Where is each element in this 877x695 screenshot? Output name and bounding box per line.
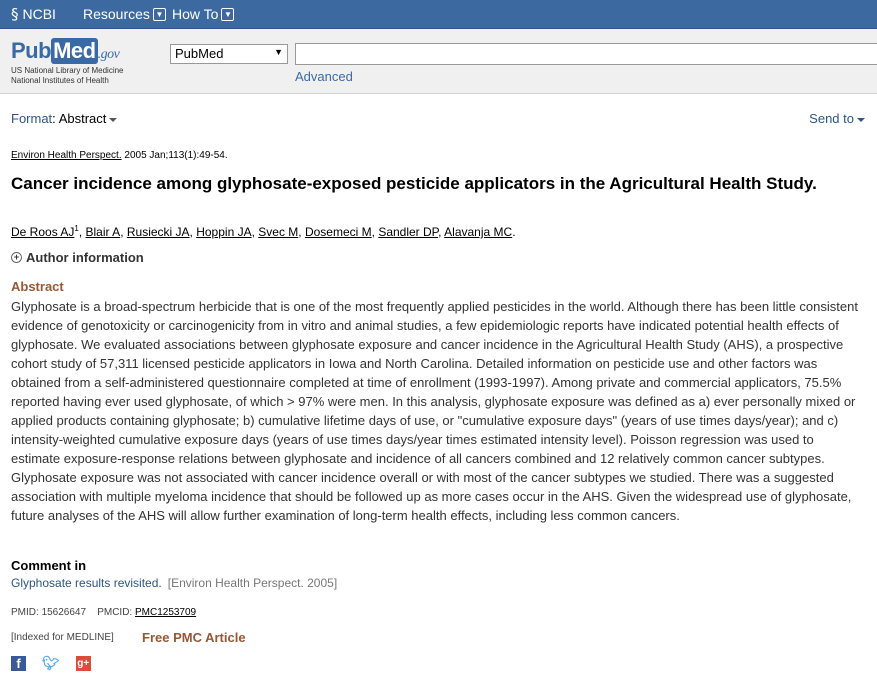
nlm-line1: US National Library of Medicine	[11, 66, 124, 75]
comment-link[interactable]: Glyphosate results revisited.	[11, 576, 162, 590]
pmid-label: PMID:	[11, 607, 42, 618]
send-to-label: Send to	[809, 111, 854, 126]
expand-plus-icon: +	[11, 252, 22, 263]
twitter-icon[interactable]: 🐦︎	[42, 655, 60, 671]
database-select-value: PubMed	[175, 46, 224, 61]
facebook-icon[interactable]: f	[11, 656, 26, 671]
logo-pub: Pub	[11, 38, 52, 63]
author-link[interactable]: Dosemeci M	[304, 225, 372, 239]
caret-down-icon	[109, 118, 117, 122]
author-affiliation-sup[interactable]: 1	[74, 224, 79, 233]
citation	[11, 150, 228, 161]
comment-entry	[11, 576, 337, 590]
author-information-label: Author information	[26, 250, 144, 265]
logo-gov: .gov	[97, 47, 120, 62]
author-information-toggle[interactable]	[11, 250, 144, 265]
database-select[interactable]	[170, 44, 288, 64]
social-share	[11, 655, 107, 672]
author-link[interactable]: Svec M	[258, 225, 299, 239]
format-label: Format	[11, 111, 53, 126]
citation-details: 2005 Jan;113(1):49-54.	[121, 150, 228, 161]
resources-menu[interactable]	[83, 6, 166, 22]
googleplus-icon[interactable]: g+	[77, 658, 90, 669]
abstract-text: Glyphosate is a broad-spectrum herbicide that is one of the most frequently applied pesticides in the world. Although there has been little consistent evidence of genotoxicity or carcinogenicity from in vitro and animal studies, a few epidemiologic reports have indicated potential health effects of glyphosate. We evaluated associations between glyphosate exposure and cancer incidence in the Agricultural Health Study (AHS), a prospective cohort study of 57,311 licensed pesticide applicators in Iowa and North Carolina. Detailed information on pesticide use and other factors was obtained from a self-administered questionnaire completed at time of enrollment (1993-1997). Among private and commercial applicators, 75.5% reported having ever used glyphosate, of which > 97% were men. In this analysis, glyphosate exposure was defined as a) ever personally mixed or applied products containing glyphosate; b) cumulative lifetime days of use, or "cumulative exposure days" (years of use times days/year); and c) intensity-weighted cumulative exposure days (years of use times days/year times estimated intensity level). Poisson regression was used to estimate exposure-response relations between glyphosate and incidence of all cancers combined and 12 relatively common cancer subtypes. Glyphosate exposure was not associated with cancer incidence overall or with most of the cancer subtypes we studied. There was a suggested association with multiple myeloma incidence that should be followed up as more cases occur in the AHS. Given the widespread use of glyphosate, future analyses of the AHS will allow further examination of long-term health effects, including less common cancers.	[11, 299, 858, 523]
pmid-value: 15626647	[41, 607, 87, 618]
comment-in-heading: Comment in	[11, 558, 87, 573]
pmcid-link[interactable]: PMC1253709	[134, 607, 197, 618]
nlm-line2: National Institutes of Health	[11, 76, 109, 85]
author-link[interactable]: Alavanja MC	[444, 225, 513, 239]
article-ids	[11, 607, 196, 618]
journal-link[interactable]: Environ Health Perspect.	[11, 150, 122, 161]
advanced-search-link[interactable]: Advanced	[295, 69, 353, 84]
indexed-for-medline: [Indexed for MEDLINE]	[11, 632, 114, 643]
nlm-caption	[11, 66, 124, 86]
chevron-down-icon: ▼	[221, 8, 234, 21]
author-link[interactable]: Sandler DP	[378, 225, 439, 239]
author-link[interactable]: Hoppin JA	[196, 225, 252, 239]
pubmed-logo[interactable]	[11, 38, 119, 64]
article-title: Cancer incidence among glyphosate-exposed pesticide applicators in the Agricultural Health Study.	[11, 174, 817, 193]
howto-label: How To	[172, 6, 219, 22]
logo-med: Med	[53, 38, 96, 63]
pmcid-label: PMCID:	[97, 607, 135, 618]
howto-menu[interactable]	[172, 6, 234, 22]
search-input[interactable]	[295, 43, 877, 65]
author-link[interactable]: Rusiecki JA	[126, 225, 190, 239]
author-link[interactable]: De Roos AJ	[11, 225, 75, 239]
ncbi-logo-text: NCBI	[22, 6, 56, 22]
caret-down-icon	[857, 118, 865, 122]
pubmed-header	[0, 29, 877, 94]
resources-label: Resources	[83, 6, 150, 22]
dropdown-arrow-icon: ▼	[274, 47, 283, 57]
abstract-heading: Abstract	[11, 279, 64, 294]
ncbi-top-bar	[0, 0, 877, 29]
author-list: De Roos $AJ^1$, Blair A, Rusiecki JA, Hoppin JA, Svec M, Dosemeci M, Sandler DP, Alavanja MC.	[11, 224, 516, 239]
author-link[interactable]: Blair A	[85, 225, 121, 239]
format-value: Abstract	[58, 111, 107, 126]
chevron-down-icon: ▼	[153, 8, 166, 21]
send-to-menu[interactable]	[809, 111, 865, 126]
ncbi-helix-icon: §	[11, 5, 19, 23]
ncbi-logo[interactable]	[11, 5, 56, 23]
comment-source: [Environ Health Perspect. 2005]	[167, 576, 338, 590]
format-selector[interactable]: Format: Abstract	[11, 111, 117, 126]
free-pmc-article-link[interactable]: Free PMC Article	[142, 630, 246, 645]
